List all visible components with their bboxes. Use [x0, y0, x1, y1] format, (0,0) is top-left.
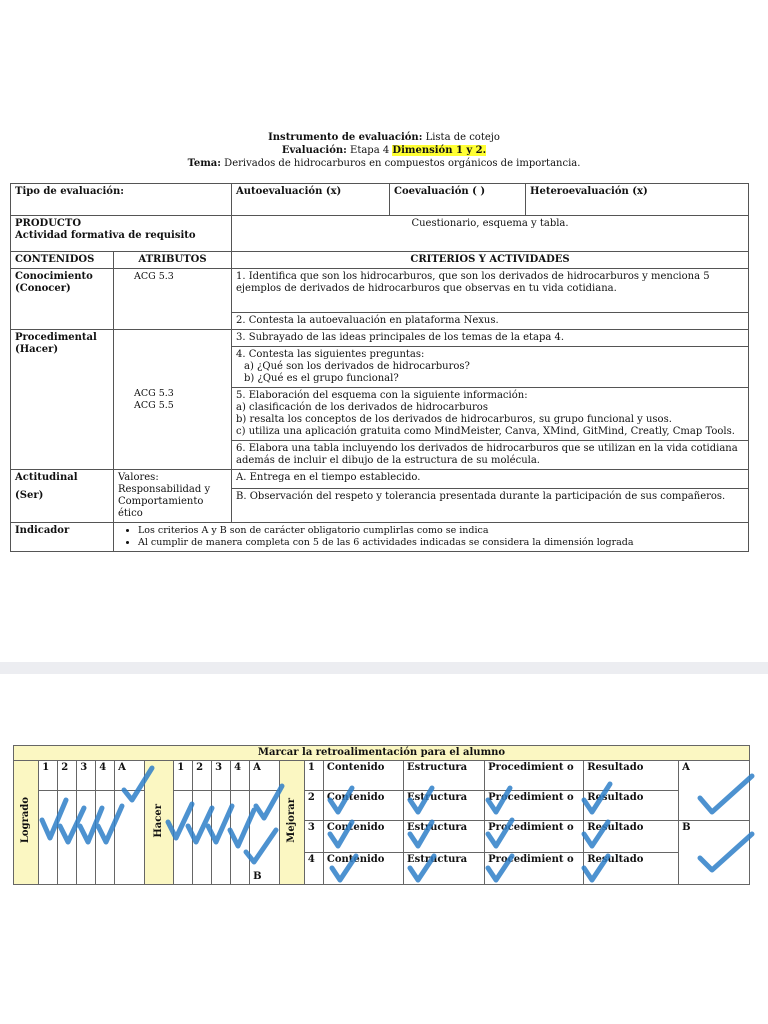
acg-hacer: ACG 5.3 ACG 5.5	[114, 330, 232, 470]
header-line-2: Evaluación: Etapa 4 Dimensión 1 y 2.	[281, 145, 487, 156]
criterio-2: 2. Contesta la autoevaluación en plataforma Nexus.	[232, 313, 749, 330]
coevaluacion: Coevaluación ( )	[390, 184, 526, 216]
actitudinal-cell: Actitudinal (Ser)	[11, 470, 114, 523]
header-line-3: Tema: Derivados de hidrocarburos en compuestos orgánicos de importancia.	[187, 158, 581, 169]
col-atributos: ATRIBUTOS	[114, 252, 232, 269]
row-number: 4	[304, 853, 323, 885]
indicador-list	[114, 523, 749, 552]
logrado-num: 4	[96, 761, 115, 791]
evaluation-table	[10, 183, 749, 552]
letter-b-cell: B	[679, 821, 750, 885]
contenido-cell[interactable]: Contenido	[323, 853, 403, 885]
hacer-b-letter: B	[250, 791, 280, 885]
criterio-4: 4. Contesta las siguientes preguntas: a) ¿Qué son los derivados de hidrocarburos? b) ¿Qué es el grupo funcional?	[232, 347, 749, 388]
dimension-highlight: Dimensión 1 y 2.	[392, 145, 487, 156]
logrado-num: A	[115, 761, 145, 791]
logrado-label: Logrado	[14, 761, 39, 885]
producto-value: Cuestionario, esquema y tabla.	[232, 216, 749, 252]
contenido-cell[interactable]: Contenido	[323, 821, 403, 853]
logrado-num: 3	[77, 761, 96, 791]
indicador-label: Indicador	[11, 523, 114, 552]
estructura-cell[interactable]: Estructura	[403, 821, 484, 853]
indicador-item: • Al cumplir de manera completa con 5 de las 6 actividades indicadas se considera la dimensión lograda	[138, 537, 744, 549]
criterio-3: 3. Subrayado de las ideas principales de los temas de la etapa 4.	[232, 330, 749, 347]
criterio-5: 5. Elaboración del esquema con la siguiente información: a) clasificación de los derivados de hidrocarburos b) resalta los conceptos de los derivados de hidrocarburos, su grupo funcional y usos. c) utiliza una aplicación gratuita como MindMeister, Canva, XMind, GitMind, Creatly, Cmap Tools.	[232, 388, 749, 441]
hacer-num: A	[250, 761, 280, 791]
procedimiento-cell[interactable]: Procedimient o	[485, 821, 584, 853]
procedimiento-cell[interactable]: Procedimient o	[485, 853, 584, 885]
conocimiento-cell: Conocimiento (Conocer)	[11, 269, 114, 330]
col-contenidos: CONTENIDOS	[11, 252, 114, 269]
feedback-table	[13, 745, 750, 885]
autoevaluacion: Autoevaluación (x)	[232, 184, 390, 216]
logrado-num: 2	[58, 761, 77, 791]
hacer-num: 4	[231, 761, 250, 791]
row-number: 3	[304, 821, 323, 853]
procedimental-cell: Procedimental (Hacer)	[11, 330, 114, 470]
valores-cell: Valores: Responsabilidad y Comportamiento ético	[114, 470, 232, 523]
resultado-cell[interactable]: Resultado	[584, 791, 679, 821]
feedback-title: Marcar la retroalimentación para el alumno	[14, 746, 750, 761]
header-line-1: Instrumento de evaluación: Lista de cotejo	[268, 132, 500, 143]
hacer-num: 3	[212, 761, 231, 791]
heteroevaluacion: Heteroevaluación (x)	[526, 184, 749, 216]
tipo-evaluacion: Tipo de evaluación:	[11, 184, 232, 216]
contenido-cell[interactable]: Contenido	[323, 761, 403, 791]
indicador-item: • Los criterios A y B son de carácter obligatorio cumplirlas como se indica	[138, 525, 744, 537]
procedimiento-cell[interactable]: Procedimient o	[485, 791, 584, 821]
col-criterios: CRITERIOS Y ACTIVIDADES	[232, 252, 749, 269]
resultado-cell[interactable]: Resultado	[584, 761, 679, 791]
acg-conocer: ACG 5.3	[114, 269, 232, 330]
hacer-num: 1	[174, 761, 193, 791]
page-gap	[0, 662, 768, 674]
resultado-cell[interactable]: Resultado	[584, 821, 679, 853]
hacer-num: 2	[193, 761, 212, 791]
letter-a-cell: A	[679, 761, 750, 821]
producto-cell: PRODUCTO Actividad formativa de requisito	[11, 216, 232, 252]
mejorar-label: Mejorar	[279, 761, 304, 885]
row-number: 1	[304, 761, 323, 791]
criterio-a: A. Entrega en el tiempo establecido.	[232, 470, 749, 489]
hacer-label: Hacer	[144, 761, 174, 885]
logrado-num: 1	[39, 761, 58, 791]
criterio-1: 1. Identifica que son los hidrocarburos, que son los derivados de hidrocarburos y menciona 5 ejemplos de derivados de hidrocarburos que observas en tu vida cotidiana.	[232, 269, 749, 313]
estructura-cell[interactable]: Estructura	[403, 761, 484, 791]
contenido-cell[interactable]: Contenido	[323, 791, 403, 821]
criterio-b: B. Observación del respeto y tolerancia presentada durante la participación de sus compañeros.	[232, 489, 749, 523]
estructura-cell[interactable]: Estructura	[403, 853, 484, 885]
criterio-6: 6. Elabora una tabla incluyendo los derivados de hidrocarburos que se utilizan en la vida cotidiana además de incluir el dibujo de la estructura de su molécula.	[232, 441, 749, 470]
resultado-cell[interactable]: Resultado	[584, 853, 679, 885]
procedimiento-cell[interactable]: Procedimient o	[485, 761, 584, 791]
row-number: 2	[304, 791, 323, 821]
estructura-cell[interactable]: Estructura	[403, 791, 484, 821]
